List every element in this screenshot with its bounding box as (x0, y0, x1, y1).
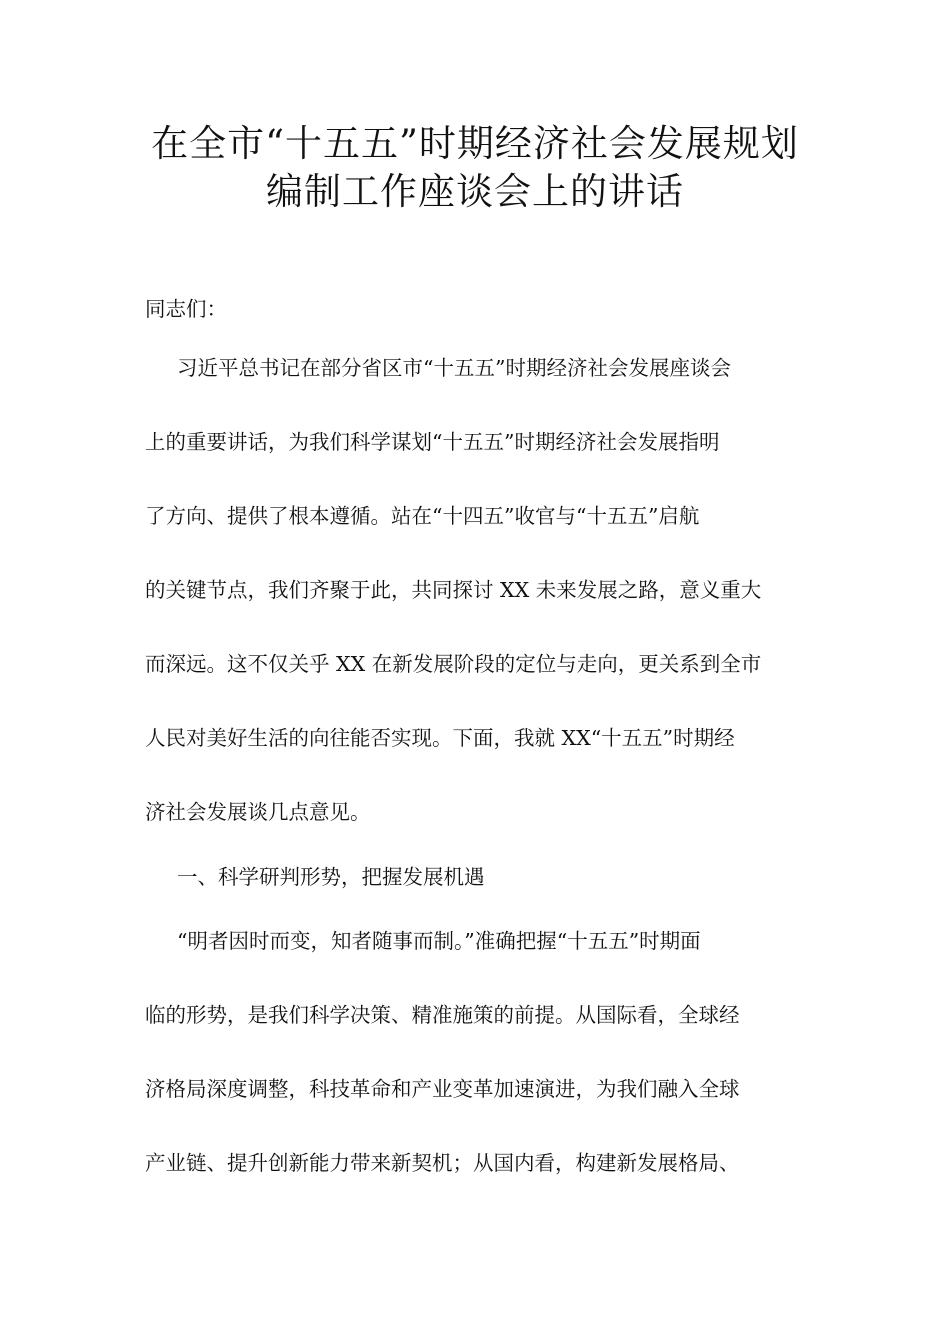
paragraph-line: 济社会发展谈几点意见。 (145, 800, 371, 824)
paragraph-line: 临的形势，是我们科学决策、精准施策的前提。从国际看，全球经 (145, 1003, 740, 1027)
salutation: 同志们： (145, 297, 227, 321)
paragraph-line: 人民对美好生活的向往能否实现。下面，我就 XX“十五五”时期经 (145, 726, 735, 750)
paragraph-line: 而深远。这不仅关乎 XX 在新发展阶段的定位与走向，更关系到全市 (145, 652, 762, 676)
section-heading: 一、科学研判形势，把握发展机遇 (177, 865, 485, 889)
paragraph-line: 产业链、提升创新能力带来新契机；从国内看，构建新发展格局、 (145, 1151, 740, 1175)
document-title-line-2: 编制工作座谈会上的讲话 (266, 170, 684, 213)
document-title-line-1: 在全市“十五五”时期经济社会发展规划 (151, 122, 799, 165)
paragraph-line: 了方向、提供了根本遵循。站在“十四五”收官与“十五五”启航 (145, 504, 700, 528)
paragraph-line: 济格局深度调整，科技革命和产业变革加速演进，为我们融入全球 (145, 1077, 740, 1101)
paragraph-line: “明者因时而变，知者随事而制。”准确把握“十五五”时期面 (177, 929, 701, 953)
paragraph-line: 上的重要讲话，为我们科学谋划“十五五”时期经济社会发展指明 (145, 430, 720, 454)
paragraph-line: 习近平总书记在部分省区市“十五五”时期经济社会发展座谈会 (177, 356, 731, 380)
paragraph-line: 的关键节点，我们齐聚于此，共同探讨 XX 未来发展之路，意义重大 (145, 578, 762, 602)
